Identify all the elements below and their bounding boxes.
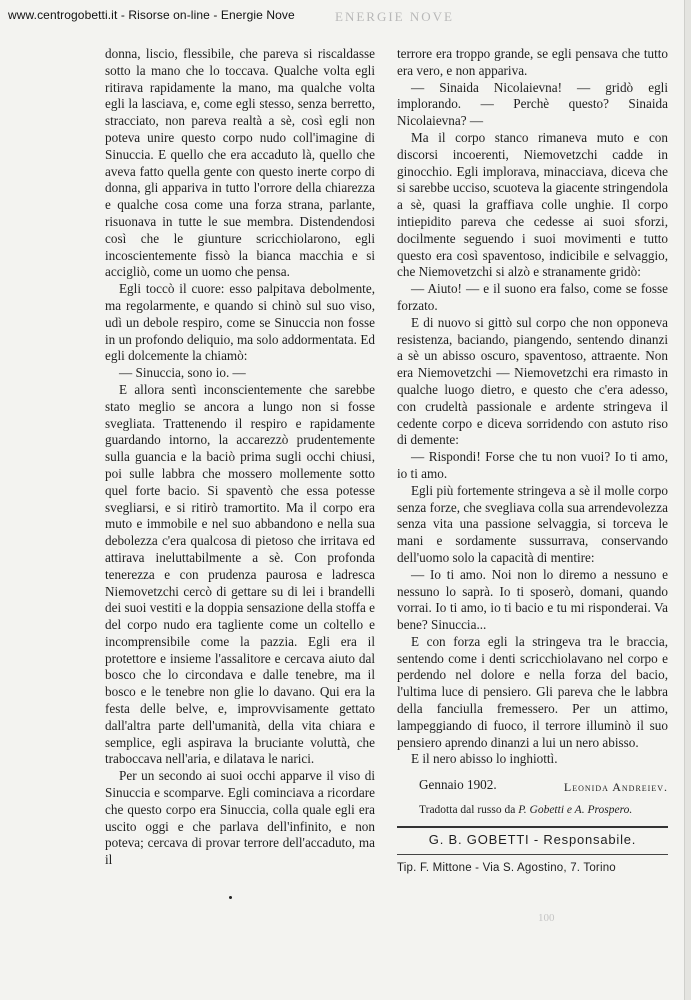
paragraph: — Sinaida Nicolaievna! — gridò egli implorando. — Perchè questo? Sinaida Nicolaievna? — (397, 79, 668, 129)
date-line: Gennaio 1902. (419, 777, 497, 793)
page-number: 100 (538, 912, 555, 924)
page-edge (684, 0, 691, 1000)
paragraph: — Sinuccia, sono io. — (119, 365, 246, 381)
ink-dot (229, 896, 232, 899)
paragraph: — Rispondi! Forse che tu non vuoi? Io ti amo, io ti amo. (397, 449, 668, 481)
author-name: Leonida Andreiev. (563, 780, 668, 795)
paragraph: — Aiuto! — e il suono era falso, come se fosse forzato. (397, 281, 668, 313)
translator-prefix: Tradotta dal russo da (419, 804, 519, 817)
translator-names: P. Gobetti e A. Prospero. (518, 804, 633, 817)
printer-line: Tip. F. Mittone - Via S. Agostino, 7. Torino (397, 861, 616, 874)
paragraph: E di nuovo si gittò sul corpo che non opponeva resistenza, baciando, piangendo, sentendo dinanzi a sè un abisso oscuro, spaventoso, attraente. Non era Niemovetzchi — Niemovetzchi era rimasto in qualche luogo dietro, e questo che c'era adesso, con crudeltà passionale e ardente stringeva il cedente corpo e diceva sorridendo con astuto riso di demente: (397, 314, 668, 448)
divider (397, 854, 668, 855)
left-column (105, 46, 375, 869)
paragraph: Ma il corpo stanco rimaneva muto e con discorsi incoerenti, Niemovetzchi cadde in ginocchio. Egli implorava, minacciava, diceva che si sarebbe ucciso, scuoteva la giacente stringendola a sè, quasi la graffiava colle unghie. Il corpo intiepidito pareva che cedesse ai suoi sforzi, docilmente seguendo i suoi movimenti e tutto questo era così spaventoso, indicibile e selvaggio, che Niemovetzchi si alzò e stranamente gridò: (397, 129, 668, 280)
paragraph: Per un secondo ai suoi occhi apparve il viso di Sinuccia e scomparve. Egli cominciava a ricordare che questo corpo era Sinuccia, colla quale egli era uscito oggi e che parlava dell'infinito, e non poteva; cercava di provar terrore dell'accaduto, ma il (105, 768, 375, 868)
paragraph: Egli toccò il cuore: esso palpitava debolmente, ma regolarmente, e quando si chinò sul suo viso, udì un debole respiro, come se Sinuccia non fosse in un profondo deliquio, ma solo addormentata. Ed egli dolcemente la chiamò: (105, 281, 375, 364)
right-column (397, 46, 668, 877)
divider (397, 826, 668, 828)
paragraph: E il nero abisso lo inghiottì. (411, 751, 558, 767)
responsible-line: G. B. GOBETTI - Responsabile. (428, 832, 637, 848)
signature-row (397, 777, 668, 796)
paragraph: terrore era troppo grande, se egli pensava che tutto era vero, e non appariva. (397, 46, 668, 78)
translator-credit (397, 803, 668, 817)
paragraph: E con forza egli la stringeva tra le braccia, sentendo come i denti scricchiolavano nel corpo e perdendo nel dolore e nella forza del bacio, l'ultima luce di pensiero. Gli pareva che le labbra della fanciulla fremessero. Per un attimo, lampeggiando di fuoco, il terrore illuminò il suo pensiero aprendo dinanzi a lui un nero abisso. (397, 633, 668, 750)
paragraph: Egli più fortemente stringeva a sè il molle corpo senza forze, che svegliava colla sua arrendevolezza senza vita una passione selvaggia, si torceva le mani e sordamente sussurrava, conservando dell'uomo solo la capacità di mentire: (397, 482, 668, 565)
site-header: www.centrogobetti.it - Risorse on-line - Energie Nove (8, 8, 295, 22)
paragraph: donna, liscio, flessibile, che pareva si riscaldasse sotto la mano che lo toccava. Qualche volta egli ritirava rapidamente la mano, ma qualche volta egli la lasciava, e, come egli stesso, senza berretto, stracciato, non pareva realtà a sè, così egli non poteva unire questo corpo nudo coll'imagine di Sinuccia. E quello che era accaduto là, quello che aveva fatto quella gente con questo inerte corpo di donna, gli appariva in tutto l'orrore della chiarezza e qualche cosa come una forza strana, parlante, risuonava in tutte le sue membra. Distendendosi così che le giunture scricchiolarono, egli incoscientemente fissò la bianca macchia e si accigliò, come un uomo che pensa. (105, 46, 375, 280)
paragraph: — Io ti amo. Noi non lo diremo a nessuno e nessuno lo saprà. Io ti sposerò, domani, quando vorrai. Io ti amo, io ti bacio e tu mi risponderai. Va bene? Sinuccia... (397, 566, 668, 633)
paragraph: E allora sentì inconscientemente che sarebbe stato meglio se ancora a lungo non si fosse svegliata. Trattenendo il respiro e rapidamente guardando intorno, la accarezzò prudentemente sulla guancia e la baciò prima sugli occhi chiusi, poi sulle labbra che mossero mollemente sotto quel forte bacio. Si spaventò che essa potesse svegliarsi, e si ritirò tramortito. Ma il corpo era muto e immobile e nel suo abbandono e nella sua debolezza c'era qualcosa di pietoso che irritava ed attirava ineluttabilmente a sè. Con profonda tenerezza e con prudenza paurosa e ladresca Niemovetzchi cercò di gettare su di lei i brandelli dei suoi vestiti e la doppia sensazione della stoffa e del corpo nudo era tagliente come un coltello e incomprensibile come la pazzia. Egli era il protettore e insieme l'assalitore e cercava aiuto dal bosco che lo circondava e dalle tenebre, ma il bosco e le tenebre non glie lo davano. Qui era la festa delle belve, e, improvvisamente gettato dall'altra parte dell'umanità, della vita chiara e semplice, egli aspirava la bruciante voluttà, che traboccava nell'aria, e dilatava le narici. (105, 381, 375, 767)
running-head: ENERGIE NOVE (335, 9, 454, 24)
